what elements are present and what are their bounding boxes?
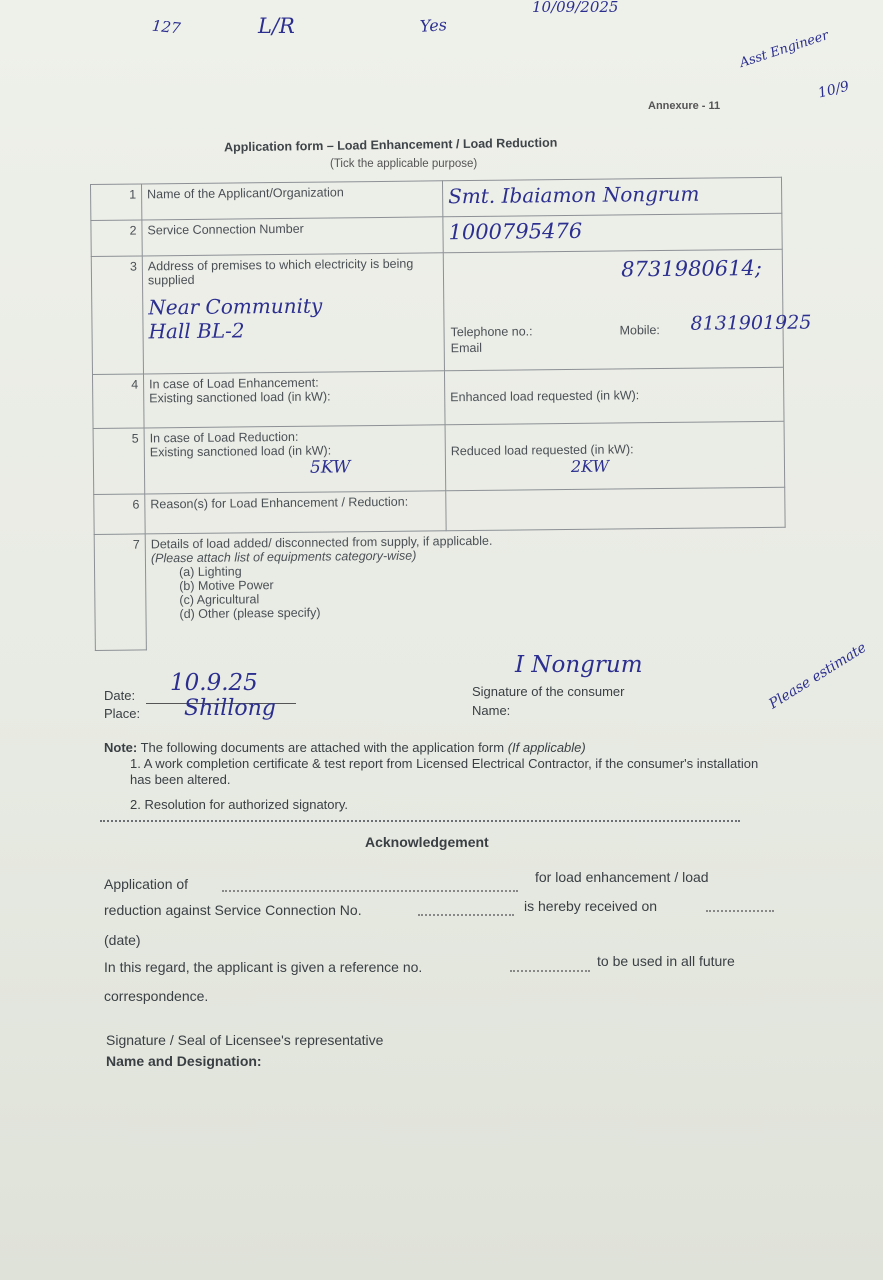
applicant-name-label: Name of the Applicant/Organization	[142, 181, 443, 220]
note-item-2: 2. Resolution for authorized signatory.	[130, 797, 348, 812]
load-details-label: Details of load added/ disconnected from supply, if applicable.	[150, 533, 493, 552]
note-line	[104, 740, 586, 755]
list-item: (b) Motive Power	[179, 578, 274, 594]
load-details-cell[interactable]	[145, 527, 786, 650]
date-value[interactable]: 10.9.25	[170, 670, 258, 696]
row-number: 3	[91, 256, 143, 375]
mobile-number-1: 8731980614;	[621, 255, 763, 282]
ack-line-1-start: Application of	[104, 876, 189, 892]
ack-date-field[interactable]	[706, 910, 774, 912]
handwritten-initial: Yes	[419, 15, 448, 36]
existing-load-label: Existing sanctioned load (in kW):	[149, 389, 331, 406]
service-connection-text: 1000795476	[448, 218, 583, 245]
telephone-label: Telephone no.:	[450, 324, 533, 340]
ack-line-2-end: is hereby received on	[524, 898, 658, 914]
enhanced-load-cell[interactable]	[444, 367, 784, 425]
table-row	[92, 367, 784, 428]
existing-load-value: 5KW	[309, 457, 351, 478]
row-number: 2	[91, 220, 142, 257]
row-number: 1	[91, 184, 142, 221]
address-cell[interactable]	[142, 253, 444, 374]
reduced-load-label: Reduced load requested (in kW):	[450, 442, 634, 459]
load-reduction-cell[interactable]	[144, 425, 446, 494]
ack-line-1-end: for load enhancement / load	[535, 869, 709, 885]
licensee-name-designation-label: Name and Designation:	[106, 1053, 262, 1069]
consumer-signature: I Nongrum	[515, 652, 643, 678]
address-label: Address of premises to which electricity is being supplied	[147, 256, 414, 288]
form-subtitle: (Tick the applicable purpose)	[330, 158, 478, 170]
list-item: (c) Agricultural	[179, 592, 260, 608]
load-details-note: (Please attach list of equipments category-wise)	[150, 548, 417, 566]
ack-line-4-start: In this regard, the applicant is given a reference no.	[104, 959, 423, 975]
ack-line-2-start: reduction against Service Connection No.	[104, 902, 362, 918]
application-table	[90, 177, 812, 651]
applicant-name-value[interactable]	[442, 177, 781, 217]
licensee-signature-label: Signature / Seal of Licensee's representative	[106, 1032, 384, 1048]
date-label: Date:	[104, 688, 136, 703]
annexure-label: Annexure - 11	[648, 100, 721, 112]
row-number: 5	[93, 428, 145, 495]
load-enhancement-cell[interactable]	[143, 371, 445, 428]
table-row	[91, 249, 783, 374]
ack-reference-field[interactable]	[510, 970, 590, 972]
ack-line-3: (date)	[104, 932, 141, 948]
reason-value[interactable]	[446, 487, 785, 531]
note-item-1: 1. A work completion certificate & test report from Licensed Electrical Contractor, if the consumer's installation has been altered.	[130, 756, 759, 787]
ack-line-5: correspondence.	[104, 988, 209, 1004]
reduced-load-cell[interactable]	[445, 421, 785, 491]
service-connection-label: Service Connection Number	[142, 217, 443, 256]
row-number: 4	[92, 374, 144, 429]
reduced-load-value: 2KW	[570, 456, 610, 476]
email-label: Email	[450, 340, 483, 356]
load-enhancement-label: In case of Load Enhancement:	[149, 375, 319, 392]
divider	[100, 820, 740, 822]
consumer-name-label: Name:	[472, 703, 511, 718]
mobile-number-2: 8131901925	[690, 311, 812, 335]
handwritten-number: 127	[151, 16, 182, 38]
existing-load-label-reduction: Existing sanctioned load (in kW):	[149, 443, 332, 460]
row-number: 6	[94, 494, 145, 535]
place-label: Place:	[104, 706, 141, 721]
handwritten-date-top: 10/09/2025	[532, 0, 619, 16]
enhanced-load-label: Enhanced load requested (in kW):	[450, 388, 640, 405]
reason-label: Reason(s) for Load Enhancement / Reduction:	[145, 491, 446, 534]
signature-label: Signature of the consumer	[472, 684, 625, 699]
handwritten-code: L/R	[258, 14, 295, 38]
ack-line-4-end: to be used in all future	[597, 953, 735, 969]
ack-service-connection-field[interactable]	[418, 914, 514, 916]
load-categories	[179, 559, 781, 621]
applicant-name-text: Smt. Ibaiamon Nongrum	[448, 181, 700, 209]
form-title: Application form – Load Enhancement / Load Reduction	[223, 135, 558, 155]
note-italic: (If applicable)	[507, 740, 586, 755]
table-row	[93, 421, 785, 494]
list-item: (d) Other (please specify)	[179, 605, 321, 622]
signature-top-date: 10/9	[816, 78, 851, 102]
note-bold: Note:	[104, 740, 138, 755]
list-item: (a) Lighting	[178, 564, 242, 580]
place-value[interactable]: Shillong	[184, 696, 276, 721]
ack-applicant-field[interactable]	[222, 890, 518, 892]
mobile-label: Mobile:	[619, 323, 660, 338]
note-text: The following documents are attached with the application form	[137, 740, 508, 755]
address-value: Near Community Hall BL-2	[148, 293, 323, 344]
table-row	[94, 527, 786, 650]
contact-cell[interactable]	[443, 249, 812, 371]
load-reduction-label: In case of Load Reduction:	[149, 429, 299, 446]
service-connection-value[interactable]	[443, 213, 782, 253]
row-number: 7	[94, 534, 146, 651]
acknowledgement-title: Acknowledgement	[365, 834, 489, 850]
side-note: Please estimate	[766, 639, 870, 713]
signature-top: Asst Engineer	[737, 28, 831, 71]
